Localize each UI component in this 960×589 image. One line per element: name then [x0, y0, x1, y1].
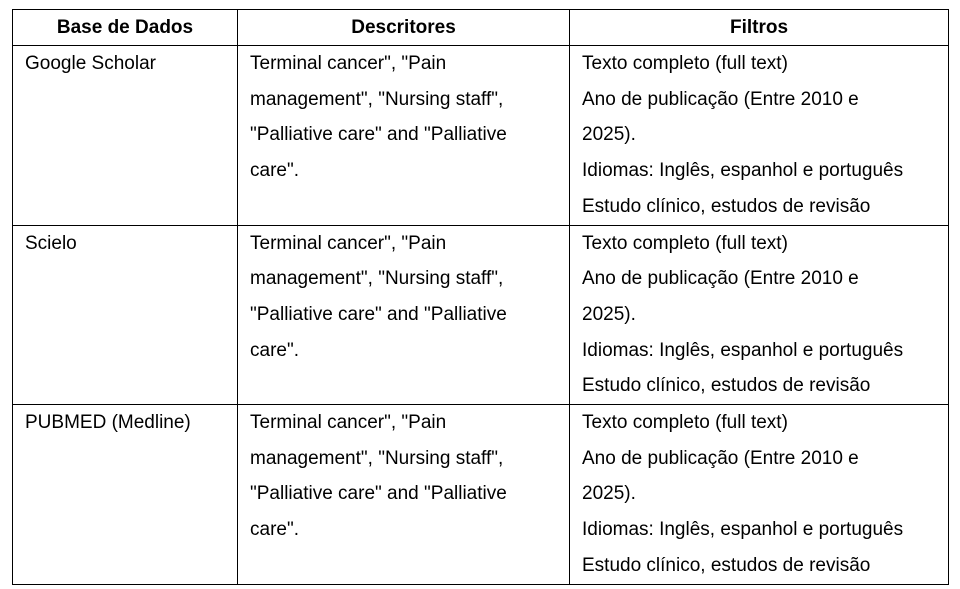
descritor-line: management", "Nursing staff", — [250, 268, 504, 290]
filtro-line: Texto completo (full text) — [582, 232, 788, 254]
cell-base — [13, 46, 238, 226]
base-name: Scielo — [25, 232, 77, 254]
cell-base — [13, 405, 238, 585]
header-base-de-dados: Base de Dados — [13, 10, 238, 46]
filtro-line: Ano de publicação (Entre 2010 e — [582, 447, 859, 469]
filtro-line: 2025). — [582, 303, 636, 325]
base-name: Google Scholar — [25, 53, 156, 74]
descritor-line: management", "Nursing staff", — [250, 88, 504, 110]
descritor-line: "Palliative care" and "Palliative — [250, 124, 507, 146]
filtro-line: Idiomas: Inglês, espanhol e português — [582, 160, 904, 182]
header-descritores: Descritores — [238, 10, 570, 46]
filtro-line: Texto completo (full text) — [582, 53, 788, 74]
filtro-line: Estudo clínico, estudos de revisão — [582, 375, 871, 397]
base-name: PUBMED (Medline) — [25, 412, 191, 434]
table-row — [13, 46, 949, 226]
filtro-line: Ano de publicação (Entre 2010 e — [582, 88, 859, 110]
cell-filtros — [570, 405, 949, 585]
descritor-line: care". — [250, 519, 299, 541]
search-strategy-table — [12, 9, 949, 585]
cell-filtros — [570, 225, 949, 405]
table-row — [13, 405, 949, 585]
table-row — [13, 225, 949, 405]
descritor-line: "Palliative care" and "Palliative — [250, 303, 507, 325]
filtro-line: Idiomas: Inglês, espanhol e português — [582, 519, 904, 541]
cell-base — [13, 225, 238, 405]
cell-descritores — [238, 46, 570, 226]
descritor-line: care". — [250, 160, 299, 182]
descritor-line: Terminal cancer", "Pain — [250, 53, 447, 74]
descritor-line: Terminal cancer", "Pain — [250, 412, 447, 434]
descritor-line: "Palliative care" and "Palliative — [250, 483, 507, 505]
cell-descritores — [238, 225, 570, 405]
descritor-line: Terminal cancer", "Pain — [250, 232, 447, 254]
filtro-line: Idiomas: Inglês, espanhol e português — [582, 339, 904, 361]
descritor-line: care". — [250, 339, 299, 361]
filtro-line: Texto completo (full text) — [582, 412, 788, 434]
header-filtros: Filtros — [570, 10, 949, 46]
filtro-line: Ano de publicação (Entre 2010 e — [582, 268, 859, 290]
descritor-line: management", "Nursing staff", — [250, 447, 504, 469]
cell-descritores — [238, 405, 570, 585]
header-row — [13, 10, 949, 46]
filtro-line: Estudo clínico, estudos de revisão — [582, 195, 871, 217]
filtro-line: Estudo clínico, estudos de revisão — [582, 554, 871, 576]
cell-filtros — [570, 46, 949, 226]
filtro-line: 2025). — [582, 483, 636, 505]
filtro-line: 2025). — [582, 124, 636, 146]
